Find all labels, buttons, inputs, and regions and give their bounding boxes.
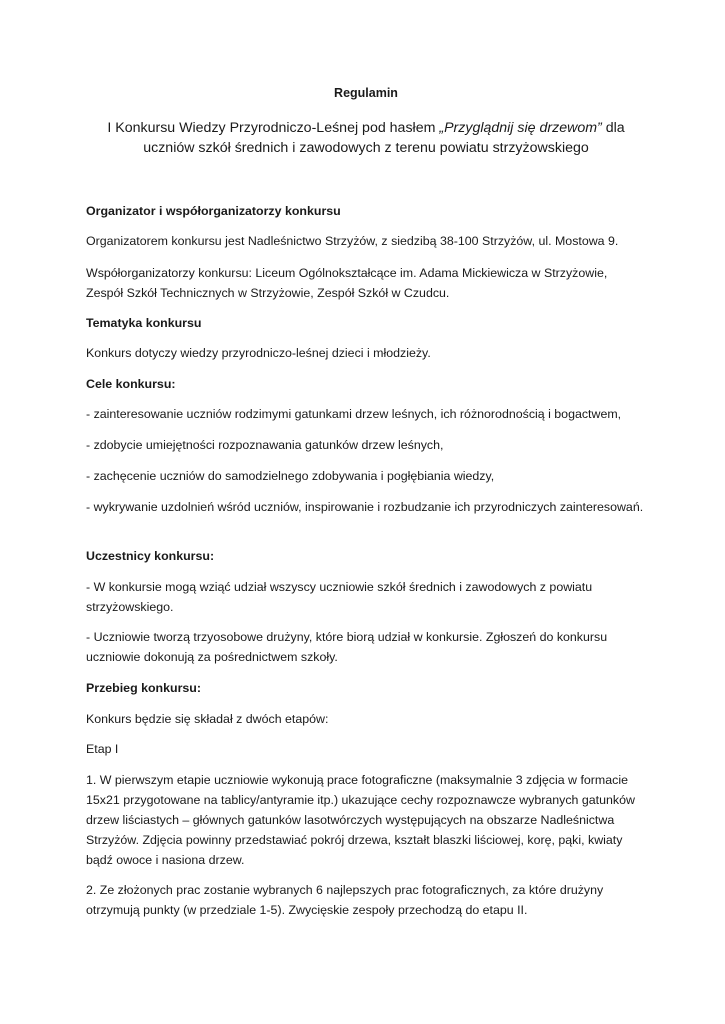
organizer-paragraph: Organizatorem konkursu jest Nadleśnictwo Strzyżów, z siedzibą 38-100 Strzyżów, ul. Mostowa 9. — [86, 234, 619, 248]
coorganizers-paragraph: Współorganizatorzy konkursu: Liceum Ogólnokształcące im. Adama Mickiewicza w Strzyżowie, Zespół Szkół Technicznych w Strzyżowie, Zespół Szkół w Czudcu. — [86, 266, 608, 300]
section-heading-theme: Tematyka konkursu — [86, 316, 202, 330]
participant-item: - W konkursie mogą wziąć udział wszyscy uczniowie szkół średnich i zawodowych z powiatu strzyżowskiego. — [86, 580, 593, 614]
section-heading-goals: Cele konkursu: — [86, 377, 176, 391]
goal-item: - zdobycie umiejętności rozpoznawania gatunków drzew leśnych, — [86, 438, 444, 452]
course-intro: Konkurs będzie się składał z dwóch etapów: — [86, 712, 329, 726]
section-heading-organizers: Organizator i współorganizatorzy konkursu — [86, 204, 341, 218]
document-title: Regulamin — [334, 86, 398, 100]
course-point: 1. W pierwszym etapie uczniowie wykonują prace fotograficzne (maksymalnie 3 zdjęcia w formacie 15x21 przygotowane na tablicy/antyramie itp.) ukazujące cechy rozpoznawcze wybranych gatunków drzew liściastych – głównych gatunków lasotwórczych występujących na obszarze Nadleśnictwa Strzyżów. Zdjęcia powinny przedstawiać pokrój drzewa, kształt blaszki liściowej, korę, pąki, kwiaty bądź owoce i nasiona drzew. — [86, 773, 635, 867]
document-subtitle — [82, 118, 650, 158]
theme-paragraph: Konkurs dotyczy wiedzy przyrodniczo-leśnej dzieci i młodzieży. — [86, 346, 431, 360]
goal-item: - zachęcenie uczniów do samodzielnego zdobywania i pogłębiania wiedzy, — [86, 469, 495, 483]
contest-motto: „Przyglądnij się drzewom” — [439, 120, 602, 136]
goal-item: - wykrywanie uzdolnień wśród uczniów, inspirowanie i rozbudzanie ich przyrodniczych zainteresowań. — [86, 500, 644, 514]
stage-label: Etap I — [86, 742, 119, 756]
participant-item: - Uczniowie tworzą trzyosobowe drużyny, które biorą udział w konkursie. Zgłoszeń do konkursu uczniowie dokonują za pośrednictwem szkoły. — [86, 630, 608, 664]
goal-item: - zainteresowanie uczniów rodzimymi gatunkami drzew leśnych, ich różnorodnością i bogactwem, — [86, 407, 622, 421]
course-point: 2. Ze złożonych prac zostanie wybranych 6 najlepszych prac fotograficznych, za które drużyny otrzymują punkty (w przedziale 1-5). Zwycięskie zespoły przechodzą do etapu II. — [86, 883, 604, 917]
subtitle-text-after: dla uczniów szkół średnich i zawodowych z terenu powiatu strzyżowskiego — [143, 120, 625, 156]
section-heading-course: Przebieg konkursu: — [86, 681, 201, 695]
subtitle-text-before: I Konkursu Wiedzy Przyrodniczo-Leśnej pod hasłem — [107, 120, 440, 136]
section-heading-participants: Uczestnicy konkursu: — [86, 549, 215, 563]
